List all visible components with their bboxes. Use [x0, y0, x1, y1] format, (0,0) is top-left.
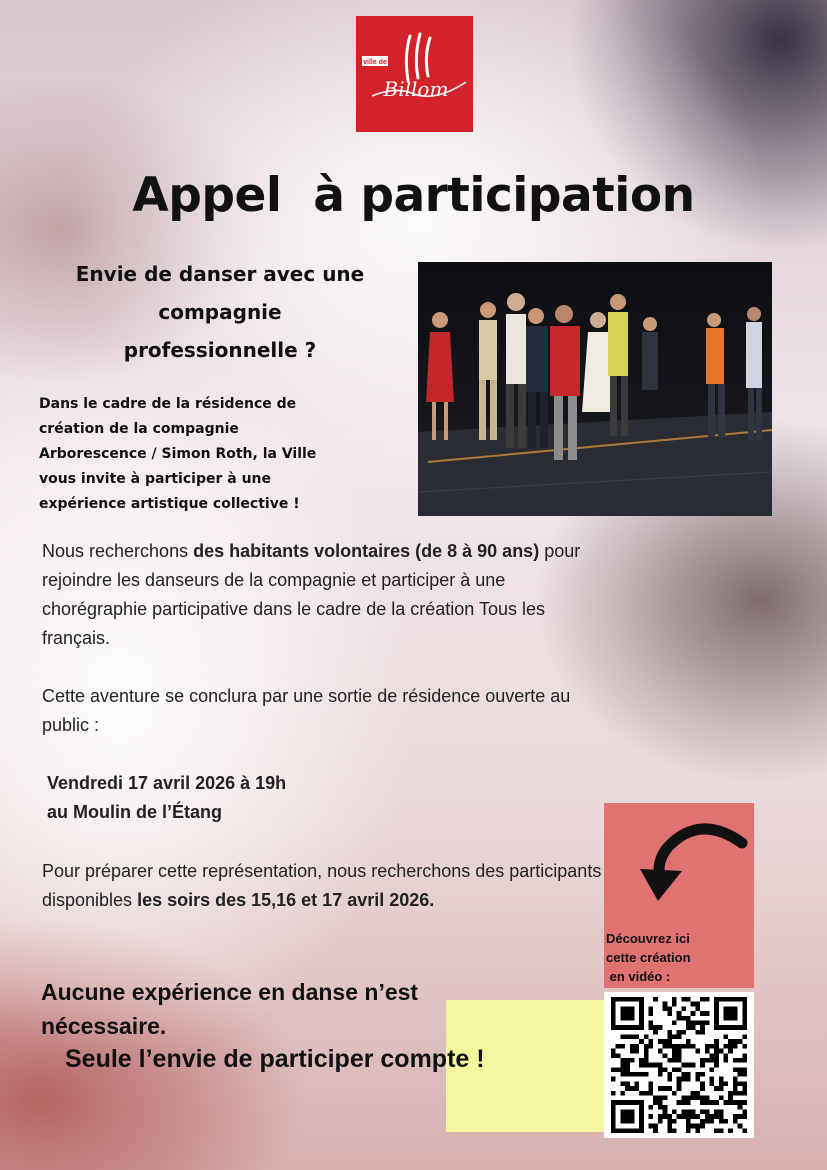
paragraph-event-intro: Cette aventure se conclura par une sortie de résidence ouverte au public : [42, 686, 571, 735]
closing-line: Seule l’envie de participer compte ! [65, 1045, 485, 1073]
subtitle-line: Envie de danser avec une [75, 262, 365, 286]
logo-name: Billom [383, 77, 449, 101]
paragraph-highlight: des habitants volontaires (de 8 à 90 ans) [193, 541, 540, 561]
paragraph-highlight: les soirs des 15,16 et 17 avril 2026. [137, 890, 435, 910]
billom-logo [356, 16, 473, 132]
intro-line: expérience artistique collective ! [39, 496, 300, 512]
qr-code-icon[interactable] [604, 992, 754, 1138]
photo-illustration [418, 262, 772, 516]
paragraph-text: Pour préparer cette représentation, nous recherchons des participants disponibles [42, 861, 602, 910]
qr-code-graphic[interactable] [611, 997, 747, 1133]
curved-arrow-icon [604, 803, 754, 933]
intro-line: Dans le cadre de la résidence de [39, 396, 297, 412]
page-title: Appel à participation [132, 168, 695, 223]
subtitle-line: compagnie [158, 300, 282, 324]
event-details [47, 769, 607, 827]
video-label: Découvrez ici cette création en vidéo : [606, 931, 691, 984]
paragraph-text: pour rejoindre les danseurs de la compagnie et participer à une chorégraphie participative dans le cadre de la création Tous les français. [42, 541, 581, 648]
intro-text [39, 392, 384, 517]
paragraph-availability [42, 857, 602, 915]
no-experience-note: Aucune expérience en danse n’est nécessaire. [41, 979, 419, 1039]
intro-line: création de la compagnie [39, 421, 239, 437]
logo-small-text: ville de [363, 59, 387, 66]
paragraph-recruitment [42, 537, 602, 653]
paragraph-text: Nous recherchons [42, 541, 194, 561]
logo-graphic [356, 16, 473, 132]
subtitle-line: professionnelle ? [123, 338, 317, 362]
dance-performance-photo [418, 262, 772, 516]
intro-line: vous invite à participer à une [39, 471, 271, 487]
event-place: au Moulin de l’Étang [47, 802, 222, 822]
intro-line: Arborescence / Simon Roth, la Ville [39, 446, 317, 462]
subtitle [30, 255, 410, 369]
event-date: Vendredi 17 avril 2026 à 19h [47, 773, 287, 793]
